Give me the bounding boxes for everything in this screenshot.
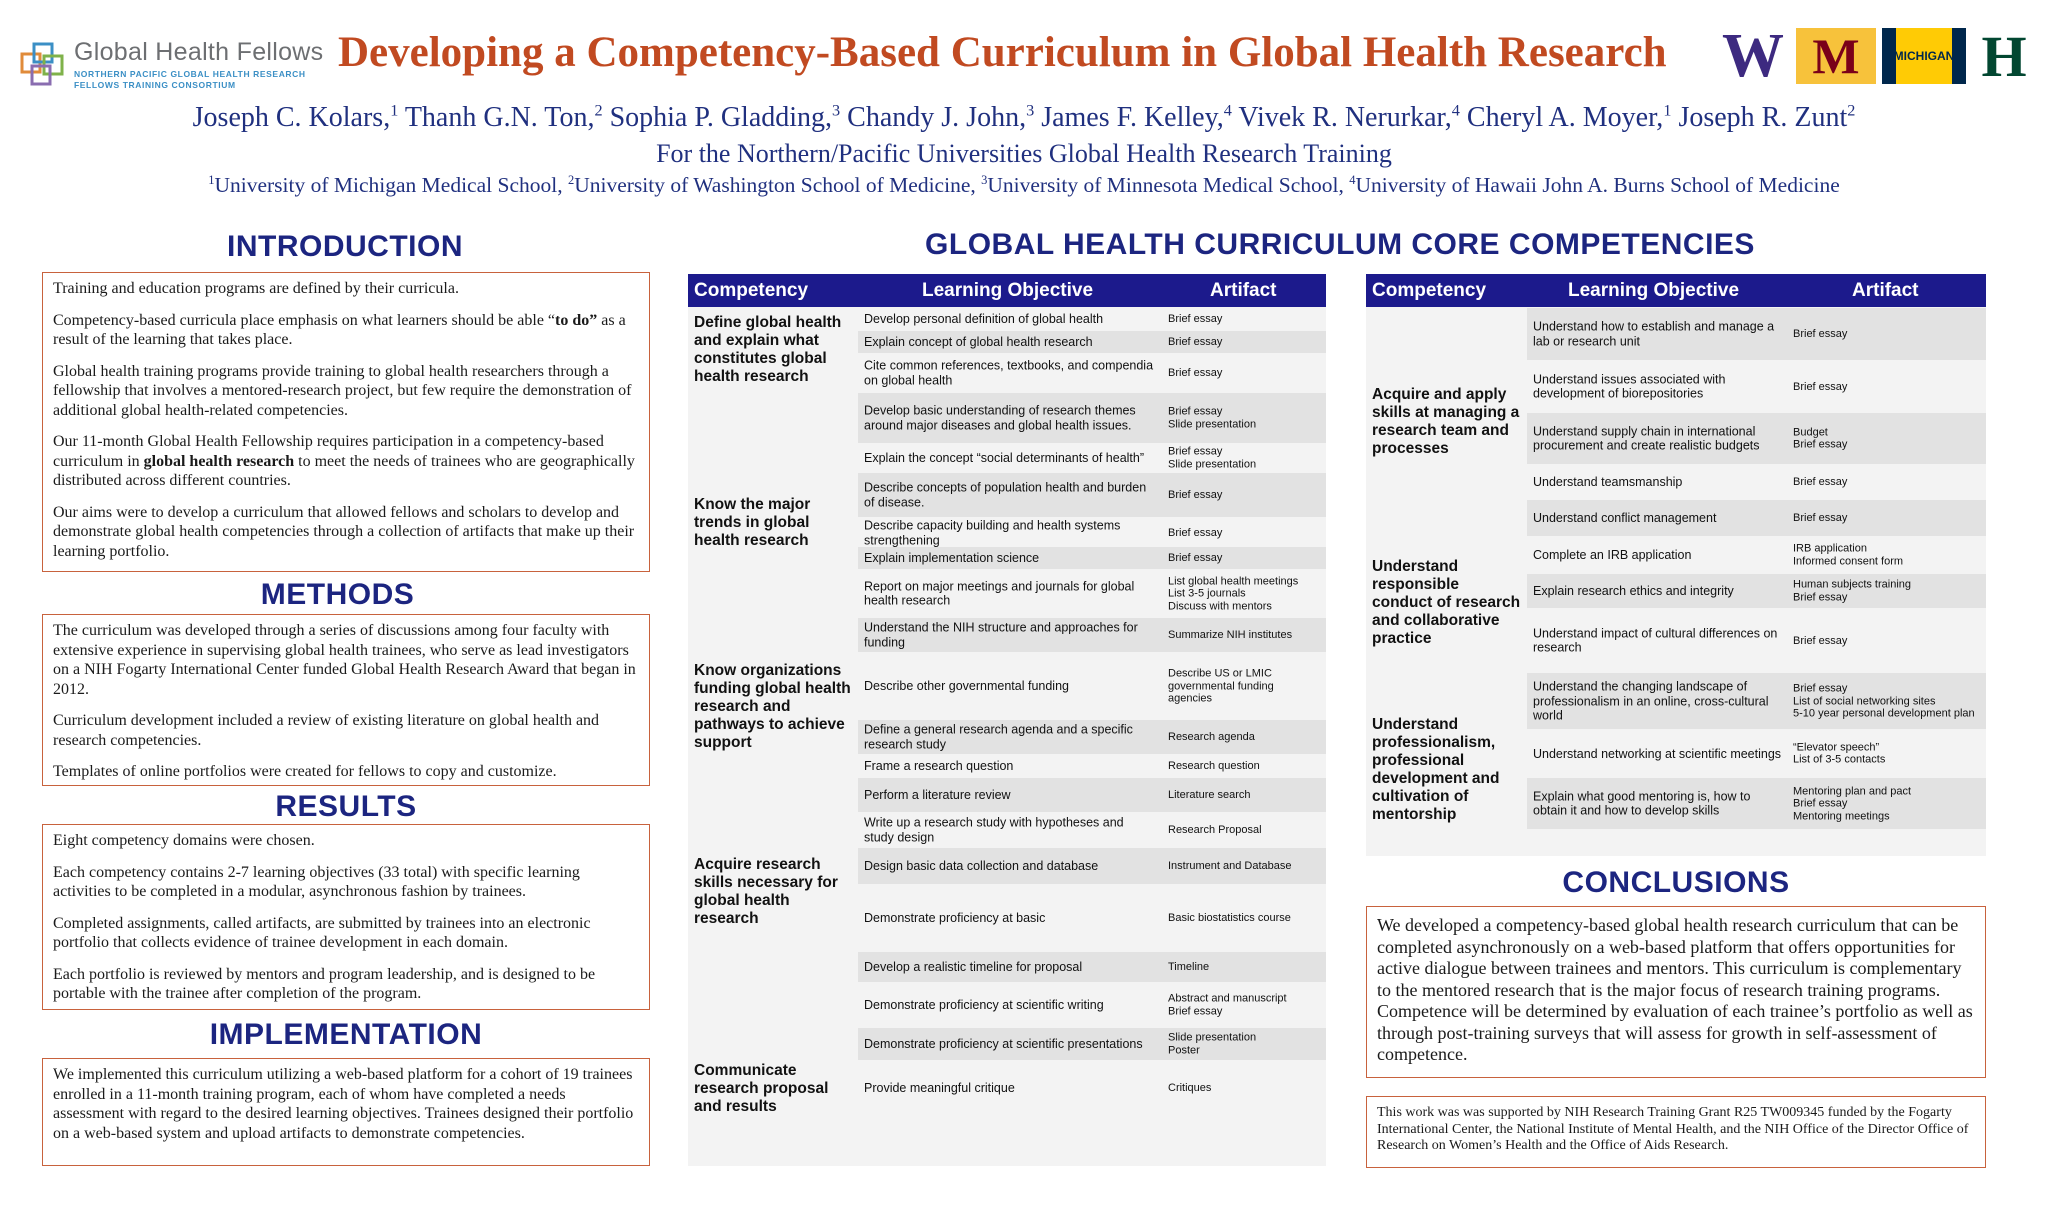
artifact: Literature search	[1168, 788, 1251, 801]
header-artifact: Artifact	[1852, 280, 1919, 301]
header-artifact: Artifact	[1210, 280, 1277, 301]
affiliation-list	[0, 173, 2048, 198]
conclusions-paragraph: We developed a competency-based global health research curriculum that can be completed asynchronously on a web-based platform that offers opportunities for active dialogue between trainees and mentors. This curriculum is complementary to the mentored research that is the major focus of research training programs. Competence will be determined by evaluation of each trainee’s portfolio as well as through post-training surveys that will assess for growth in self-assessment of competence.	[1377, 915, 1973, 1064]
table-row	[858, 444, 1326, 472]
table-header	[688, 274, 1326, 307]
competency-label: Communicate research proposal and results	[694, 1062, 829, 1115]
artifact: Brief essay	[1168, 488, 1223, 501]
university-of-michigan-logo: MICHIGAN	[1882, 28, 1966, 84]
learning-objective: Describe concepts of population health and burden of disease.	[864, 480, 1147, 509]
header-competency: Competency	[1372, 280, 1487, 301]
artifact: Research Proposal	[1168, 823, 1262, 836]
affiliation: $^2$University of Washington School of Medicine,	[567, 172, 976, 197]
artifact: Timeline	[1168, 960, 1210, 973]
conclusions-box	[1366, 906, 1986, 1078]
learning-objective: Develop basic understanding of research themes around major diseases and global health issues.	[864, 403, 1136, 432]
header-learning-objective: Learning Objective	[1568, 280, 1740, 301]
methods-paragraph: Templates of online portfolios were created for fellows to copy and customize.	[53, 763, 557, 780]
affiliation: $^1$University of Michigan Medical School,	[208, 172, 563, 197]
competency-label: Know organizations funding global health research and pathways to achieve support	[694, 662, 851, 751]
methods-paragraph: Curriculum development included a review of existing literature on global health and research competencies.	[53, 712, 600, 749]
artifact: Budget Brief essay	[1793, 426, 1848, 451]
results-paragraph: Each competency contains 2-7 learning objectives (33 total) with specific learning activities to be completed in a modular, asynchronous fashion by trainees.	[53, 863, 580, 900]
learning-objective: Understand the changing landscape of professionalism in an online, cross-cultural world	[1533, 679, 1769, 723]
introduction-box	[42, 272, 650, 572]
poster-title: Developing a Competency-Based Curriculum in Global Health Research	[338, 29, 1667, 76]
competency-label: Define global health and explain what constitutes global health research	[694, 314, 842, 385]
artifact: “Elevator speech” List of 3-5 contacts	[1793, 741, 1886, 766]
learning-objective: Cite common references, textbooks, and compendia on global health	[864, 358, 1154, 387]
table-row	[858, 308, 1326, 330]
artifact: Brief essay	[1168, 551, 1223, 564]
table-row	[858, 848, 1326, 884]
learning-objective: Perform a literature review	[864, 787, 1011, 802]
table-row	[858, 720, 1326, 754]
learning-objective: Understand supply chain in international procurement and create realistic budgets	[1533, 424, 1760, 453]
artifact: Research agenda	[1168, 730, 1255, 743]
artifact: Mentoring plan and pact Brief essay Mentoring meetings	[1793, 784, 1912, 822]
learning-objective: Explain implementation science	[864, 550, 1040, 565]
affiliation: $^4$University of Hawaii John A. Burns School of Medicine	[1349, 172, 1840, 197]
intro-paragraph: Training and education programs are defined by their curricula.	[53, 280, 459, 297]
table-row	[1527, 730, 1986, 777]
implementation-paragraph: We implemented this curriculum utilizing a web-based platform for a cohort of 19 trainees enrolled in a 11-month training program, each of whom have completed a needs assessment with regard to the desired learning objectives. Trainees designed their portfolio on a web-based system and upload artifacts to demonstrate competencies.	[53, 1066, 634, 1142]
competency-table-left	[688, 274, 1326, 1166]
table-row	[858, 885, 1326, 951]
global-health-fellows-logo	[18, 36, 324, 96]
artifact: Critiques	[1168, 1081, 1212, 1094]
learning-objective: Define a general research agenda and a specific research study	[864, 722, 1133, 751]
university-of-washington-logo: W	[1722, 21, 1784, 90]
artifact: Brief essay	[1168, 312, 1223, 325]
implementation-heading: IMPLEMENTATION	[209, 1018, 483, 1051]
learning-objective: Understand networking at scientific meetings	[1533, 746, 1782, 761]
artifact: Brief essay	[1793, 380, 1848, 393]
author: Sophia P. Gladding,$^3$	[609, 101, 841, 133]
implementation-box	[42, 1058, 650, 1166]
table-row	[858, 354, 1326, 392]
table-row	[858, 952, 1326, 982]
header-competency: Competency	[694, 280, 809, 301]
author: Joseph R. Zunt$^2$	[1678, 101, 1856, 133]
author: James F. Kelley,$^4$	[1041, 101, 1232, 133]
learning-objective: Demonstrate proficiency at scientific writing	[864, 997, 1104, 1012]
table-row	[858, 518, 1326, 548]
table-row	[1527, 361, 1986, 412]
intro-paragraph: Our 11-month Global Health Fellowship requires participation in a competency-based curriculum in global health research to meet the needs of trainees who are geographically distributed across different countries.	[53, 433, 635, 489]
intro-paragraph: Global health training programs provide training to global health researchers through a fellowship that involves a mentored-research project, but few require the demonstration of additional global health-related competencies.	[53, 362, 632, 419]
artifact: Slide presentation Poster	[1168, 1031, 1257, 1056]
table-row	[858, 983, 1326, 1027]
learning-objective: Understand teamsmanship	[1533, 474, 1683, 489]
header-learning-objective: Learning Objective	[922, 280, 1094, 301]
table-row	[1527, 500, 1986, 536]
author: Vivek R. Nerurkar,$^4$	[1238, 101, 1460, 133]
learning-objective: Understand conflict management	[1533, 510, 1717, 525]
learning-objective: Explain what good mentoring is, how to obtain it and how to develop skills	[1533, 789, 1751, 818]
results-paragraph: Eight competency domains were chosen.	[53, 832, 315, 849]
artifact: Brief essay	[1168, 366, 1223, 379]
university-of-minnesota-logo: M	[1796, 28, 1876, 84]
methods-paragraph: The curriculum was developed through a series of discussions among four faculty with extensive experience in supervising global health trainees, who serve as lead investigators on a NIH Fogarty International Center funded Global Health Research Award that began in 2012.	[53, 622, 636, 698]
artifact: Brief essay Slide presentation	[1168, 445, 1257, 470]
learning-objective: Describe other governmental funding	[864, 678, 1069, 693]
competency-label: Understand professionalism, professional development and cultivation of mentorship	[1372, 716, 1500, 823]
methods-heading: METHODS	[260, 578, 415, 611]
acknowledgement-text: This work was was supported by NIH Research Training Grant R25 TW009345 funded by the Fogarty International Center, the National Institute of Mental Health, and the NIH Office of the Director Office of Research on Women’s Health and the Office of Aids Research.	[1377, 1105, 1969, 1153]
author: Cheryl A. Moyer,$^1$	[1466, 101, 1672, 133]
learning-objective: Report on major meetings and journals for global health research	[864, 579, 1135, 608]
logo-subtitle-2: FELLOWS TRAINING CONSORTIUM	[74, 80, 236, 90]
table-row	[858, 755, 1326, 777]
table-row	[1527, 673, 1986, 729]
learning-objective: Explain concept of global health research	[864, 334, 1093, 349]
table-row	[1527, 609, 1986, 672]
artifact: Basic biostatistics course	[1168, 911, 1291, 924]
table-row	[858, 778, 1326, 812]
table-row	[858, 618, 1326, 652]
artifact: Abstract and manuscript Brief essay	[1168, 992, 1287, 1017]
artifact: Instrument and Database	[1168, 859, 1292, 872]
table-row	[858, 473, 1326, 517]
learning-objective: Describe capacity building and health systems strengthening	[864, 518, 1121, 547]
table-row	[858, 813, 1326, 847]
learning-objective: Develop personal definition of global health	[864, 311, 1104, 326]
competency-table-right	[1366, 274, 1986, 856]
learning-objective: Design basic data collection and database	[864, 858, 1099, 873]
author: Chandy J. John,$^3$	[847, 101, 1035, 133]
learning-objective: Understand how to establish and manage a lab or research unit	[1533, 319, 1775, 348]
table-row	[858, 331, 1326, 353]
artifact: Brief essay List of social networking sites 5-10 year personal development plan	[1793, 682, 1975, 720]
affiliation: $^3$University of Minnesota Medical School,	[981, 172, 1344, 197]
learning-objective: Understand issues associated with development of biorepositories	[1533, 372, 1726, 401]
artifact: Brief essay	[1793, 327, 1848, 340]
learning-objective: Explain the concept “social determinants of health”	[864, 450, 1145, 465]
results-heading: RESULTS	[275, 790, 417, 823]
table-row	[858, 547, 1326, 569]
learning-objective: Develop a realistic timeline for proposal	[864, 959, 1083, 974]
conclusions-heading: CONCLUSIONS	[1562, 866, 1790, 899]
table-header	[1366, 274, 1986, 307]
consortium-line: For the Northern/Pacific Universities Global Health Research Training	[656, 139, 1392, 168]
artifact: IRB application Informed consent form	[1793, 542, 1904, 567]
university-of-hawaii-logo: H	[1981, 23, 2027, 89]
methods-box	[42, 614, 650, 786]
artifact: Brief essay	[1793, 634, 1848, 647]
artifact: Human subjects training Brief essay	[1793, 578, 1912, 603]
learning-objective: Understand impact of cultural differences on research	[1533, 626, 1778, 655]
table-row	[858, 393, 1326, 443]
author: Joseph C. Kolars,$^1$	[192, 101, 399, 133]
learning-objective: Demonstrate proficiency at scientific presentations	[864, 1036, 1143, 1051]
table-row	[1527, 778, 1986, 829]
artifact: Describe US or LMIC governmental funding agencies	[1168, 667, 1274, 705]
learning-objective: Frame a research question	[864, 758, 1014, 773]
artifact: List global health meetings List 3-5 journals Discuss with mentors	[1168, 574, 1299, 612]
competency-label: Understand responsible conduct of research and collaborative practice	[1372, 558, 1521, 647]
table-row	[1527, 413, 1986, 464]
learning-objective: Understand the NIH structure and approaches for funding	[864, 620, 1138, 649]
results-box	[42, 824, 650, 1010]
table-row	[858, 1028, 1326, 1060]
results-paragraph: Each portfolio is reviewed by mentors and program leadership, and is designed to be portable with the trainee after completion of the program.	[53, 965, 596, 1002]
learning-objective: Explain research ethics and integrity	[1533, 583, 1734, 598]
results-paragraph: Completed assignments, called artifacts, are submitted by trainees into an electronic portfolio that collects evidence of trainee development in each domain.	[53, 914, 591, 951]
table-row	[1527, 465, 1986, 499]
author-list	[0, 102, 2048, 134]
artifact: Brief essay	[1793, 511, 1848, 524]
artifact: Brief essay	[1168, 526, 1223, 539]
table-row	[1527, 574, 1986, 608]
competency-label: Acquire research skills necessary for global health research	[694, 856, 838, 927]
learning-objective: Provide meaningful critique	[864, 1080, 1015, 1095]
artifact: Brief essay	[1793, 475, 1848, 488]
table-row	[1527, 537, 1986, 573]
competency-label: Know the major trends in global health research	[694, 496, 811, 549]
core-competencies-heading: GLOBAL HEALTH CURRICULUM CORE COMPETENCIES	[925, 228, 1755, 261]
table-row	[858, 1061, 1326, 1115]
artifact: Brief essay Slide presentation	[1168, 405, 1257, 430]
acknowledgement-box	[1366, 1096, 1986, 1168]
table-row	[858, 653, 1326, 719]
author: Thanh G.N. Ton,$^2$	[404, 101, 603, 133]
intro-paragraph: Our aims were to develop a curriculum that allowed fellows and scholars to develop and demonstrate global health competencies through a collection of artifacts that make up their learning portfolio.	[53, 503, 635, 560]
consortium-logo-icon	[18, 40, 68, 90]
introduction-heading: INTRODUCTION	[227, 230, 463, 263]
artifact: Brief essay	[1168, 335, 1223, 348]
learning-objective: Demonstrate proficiency at basic	[864, 910, 1046, 925]
learning-objective: Write up a research study with hypotheses and study design	[864, 815, 1124, 844]
logo-name: Global Health Fellows	[74, 38, 324, 66]
competency-label: Acquire and apply skills at managing a research team and processes	[1372, 386, 1520, 457]
logo-subtitle-1: NORTHERN PACIFIC GLOBAL HEALTH RESEARCH	[74, 69, 306, 79]
artifact: Research question	[1168, 759, 1260, 772]
intro-paragraph: Competency-based curricula place emphasis on what learners should be able “to do” as a result of the learning that takes place.	[53, 311, 626, 348]
table-row	[1527, 308, 1986, 360]
table-row	[858, 570, 1326, 617]
artifact: Summarize NIH institutes	[1168, 628, 1293, 641]
learning-objective: Complete an IRB application	[1533, 547, 1692, 562]
